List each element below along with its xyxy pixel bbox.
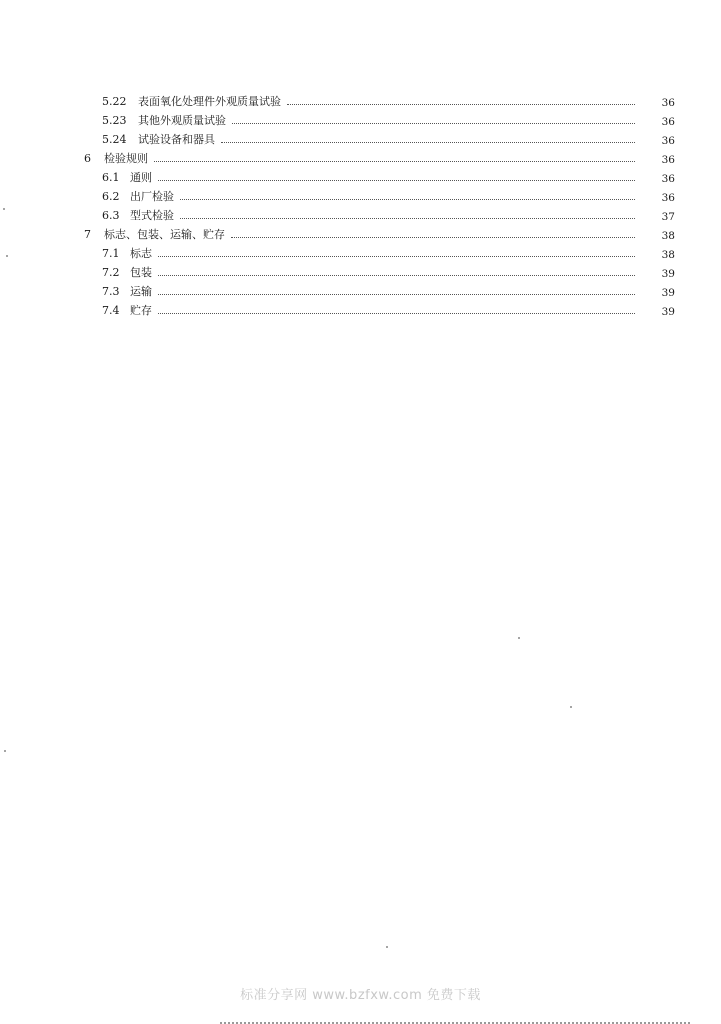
toc-entry-title: 型式检验 [130,206,178,225]
toc-entry-page: 36 [661,173,675,185]
toc-entry-5-24[interactable] [0,130,721,149]
toc-entry-7-1[interactable] [0,244,721,263]
scan-edge-artifact [220,1019,690,1024]
toc-entry-number: 7.1 [102,247,120,260]
toc-entry-page: 36 [661,116,675,128]
toc-entry-number: 7.3 [102,285,120,298]
toc-entry-6[interactable] [0,149,721,168]
toc-entry-title: 表面氧化处理件外观质量试验 [138,92,285,111]
toc-entry-page: 39 [661,306,675,318]
toc-entry-6-3[interactable] [0,206,721,225]
scan-speck [570,706,572,708]
toc-entry-page: 36 [661,192,675,204]
toc-entry-title: 试验设备和器具 [138,130,219,149]
dot-leader [158,294,635,295]
dot-leader [287,104,635,105]
dot-leader [158,180,635,181]
dot-leader [158,313,635,314]
scan-speck [6,255,8,257]
dot-leader [154,161,635,162]
toc-entry-page: 39 [661,287,675,299]
toc-entry-page: 36 [661,97,675,109]
scan-speck [518,637,520,639]
toc-entry-number: 6.1 [102,171,120,184]
scan-speck [3,208,5,210]
toc-entry-5-23[interactable] [0,111,721,130]
toc-entry-5-22[interactable] [0,92,721,111]
toc-entry-number: 6.2 [102,190,120,203]
table-of-contents [0,92,721,320]
toc-entry-number: 5.24 [102,133,127,146]
toc-entry-7-2[interactable] [0,263,721,282]
toc-entry-title: 运输 [130,282,156,301]
toc-entry-7[interactable] [0,225,721,244]
toc-entry-number: 7.4 [102,304,120,317]
toc-entry-number: 7.2 [102,266,120,279]
toc-entry-title: 其他外观质量试验 [138,111,230,130]
dot-leader [180,199,635,200]
toc-entry-title: 出厂检验 [130,187,178,206]
toc-entry-7-3[interactable] [0,282,721,301]
dot-leader [232,123,635,124]
toc-entry-7-4[interactable] [0,301,721,320]
scan-speck [386,946,388,948]
toc-entry-title: 通则 [130,168,156,187]
toc-entry-title: 标志、包装、运输、贮存 [104,225,229,244]
toc-entry-page: 38 [661,230,675,242]
toc-entry-page: 36 [661,154,675,166]
scan-speck [4,750,6,752]
toc-entry-number: 5.23 [102,114,127,127]
toc-entry-page: 36 [661,135,675,147]
toc-entry-number: 6.3 [102,209,120,222]
toc-entry-title: 贮存 [130,301,156,320]
toc-entry-page: 38 [661,249,675,261]
toc-entry-title: 检验规则 [104,149,152,168]
toc-entry-6-1[interactable] [0,168,721,187]
toc-entry-page: 39 [661,268,675,280]
dot-leader [158,256,635,257]
toc-entry-number: 7 [84,228,91,241]
toc-entry-6-2[interactable] [0,187,721,206]
watermark-text: 标准分享网 www.bzfxw.com 免费下载 [240,988,481,1003]
toc-entry-number: 5.22 [102,95,127,108]
toc-entry-number: 6 [84,152,91,165]
dot-leader [231,237,635,238]
toc-entry-page: 37 [661,211,675,223]
toc-entry-title: 标志 [130,244,156,263]
dot-leader [180,218,635,219]
dot-leader [158,275,635,276]
dot-leader [221,142,635,143]
toc-entry-title: 包装 [130,263,156,282]
